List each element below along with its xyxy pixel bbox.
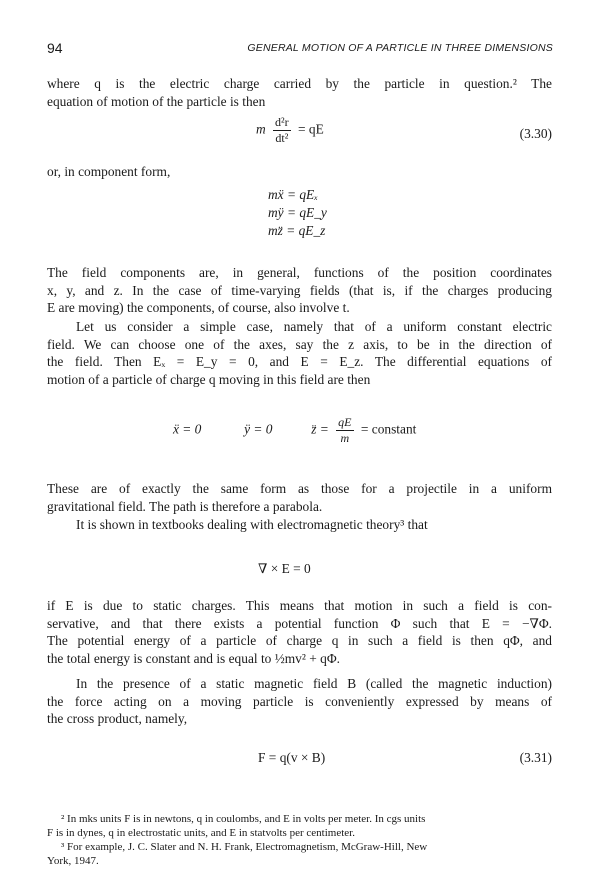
equation-number: (3.31) [519,750,552,765]
text-line: equation of motion of the particle is then [47,93,266,109]
text-line: the field. Then Eₓ = E_y = 0, and E = E_z. The differential equations of [47,354,552,370]
component-eq-y: mÿ = qE_y [268,205,327,220]
fraction-denominator: m [340,431,350,445]
eq-fraction [273,116,291,145]
text-line: In the presence of a static magnetic field B (called the magnetic induction) [76,676,552,691]
eq-x: ẍ = 0 [173,421,202,437]
footnote-line: F is in dynes, q in electrostatic units, and E in statvolts per centimeter. [47,827,355,839]
equation-3-30 [256,116,324,145]
component-eq-x: mẍ = qEₓ [268,187,319,202]
text-line: The field components are, in general, functions of the position coordinates [47,265,552,280]
text-line: where q is the electric charge carried by the particle in question.² The [47,76,552,91]
text-line: It is shown in textbooks dealing with electromagnetic theory³ that [76,517,428,532]
paragraph-6 [47,597,552,667]
paragraph-3 [47,318,552,388]
text-line: servative, and that there exists a potential function Φ such that E = −∇Φ. [47,615,552,631]
text-line: or, in component form, [47,164,171,179]
text-line: the total energy is constant and is equal to ½mv² + qΦ. [47,650,340,666]
text-line: motion of a particle of charge q moving in this field are then [47,371,371,387]
fraction-denominator: dt² [275,131,289,145]
text-line: The potential energy of a particle of charge q in such a field is then qΦ, and [47,633,552,649]
text-line: E are moving) the components, of course, also involve t. [47,300,350,316]
component-equations [268,186,327,240]
fraction-numerator: qE [338,415,352,429]
eq-z-lhs: z̈ = [311,421,329,437]
eq-mass: m [256,121,266,137]
text-line: These are of exactly the same form as those for a projectile in a uniform [47,481,552,496]
footnote-line: ² In mks units F is in newtons, q in coulombs, and E in volts per meter. In cgs units [61,813,426,825]
footnotes [47,812,557,868]
equation-3-31: F = q(v × B) [258,750,326,765]
text-line: field. We can choose one of the axes, say the z axis, to be in the direction of [47,336,552,352]
eq-y: ÿ = 0 [244,421,273,437]
equation-number: (3.30) [519,126,552,141]
eq-rhs: = qE [297,121,324,137]
footnote-line: ³ For example, J. C. Slater and N. H. Frank, Electromagnetism, McGraw-Hill, New [61,841,428,853]
component-eq-z: mz̈ = qE_z [268,223,326,238]
text-line: the force acting on a moving particle is conveniently expressed by means of [47,693,552,709]
page-number: 94 [47,40,63,56]
equation-curl: ∇ × E = 0 [258,561,311,576]
text-line: if E is due to static charges. This means that motion in such a field is con- [47,598,552,613]
paragraph-7 [47,675,552,728]
equations-of-motion [173,416,416,445]
paragraph-4 [47,480,552,515]
running-head: GENERAL MOTION OF A PARTICLE IN THREE DIMENSIONS [247,42,553,54]
paragraph-5 [47,516,552,534]
page-header [47,40,553,58]
paragraph-1 [47,75,552,110]
component-intro [47,163,552,181]
eq-z-rhs: = constant [360,421,417,437]
fraction-numerator: d²r [275,115,289,129]
eq-fraction [336,416,353,445]
paragraph-2 [47,264,552,317]
footnote-line: York, 1947. [47,855,99,867]
text-line: Let us consider a simple case, namely that of a uniform constant electric [76,319,552,334]
text-line: the cross product, namely, [47,711,188,727]
text-line: x, y, and z. In the case of time-varying fields (that is, if the charges producing [47,282,552,298]
text-line: gravitational field. The path is therefore a parabola. [47,498,323,514]
